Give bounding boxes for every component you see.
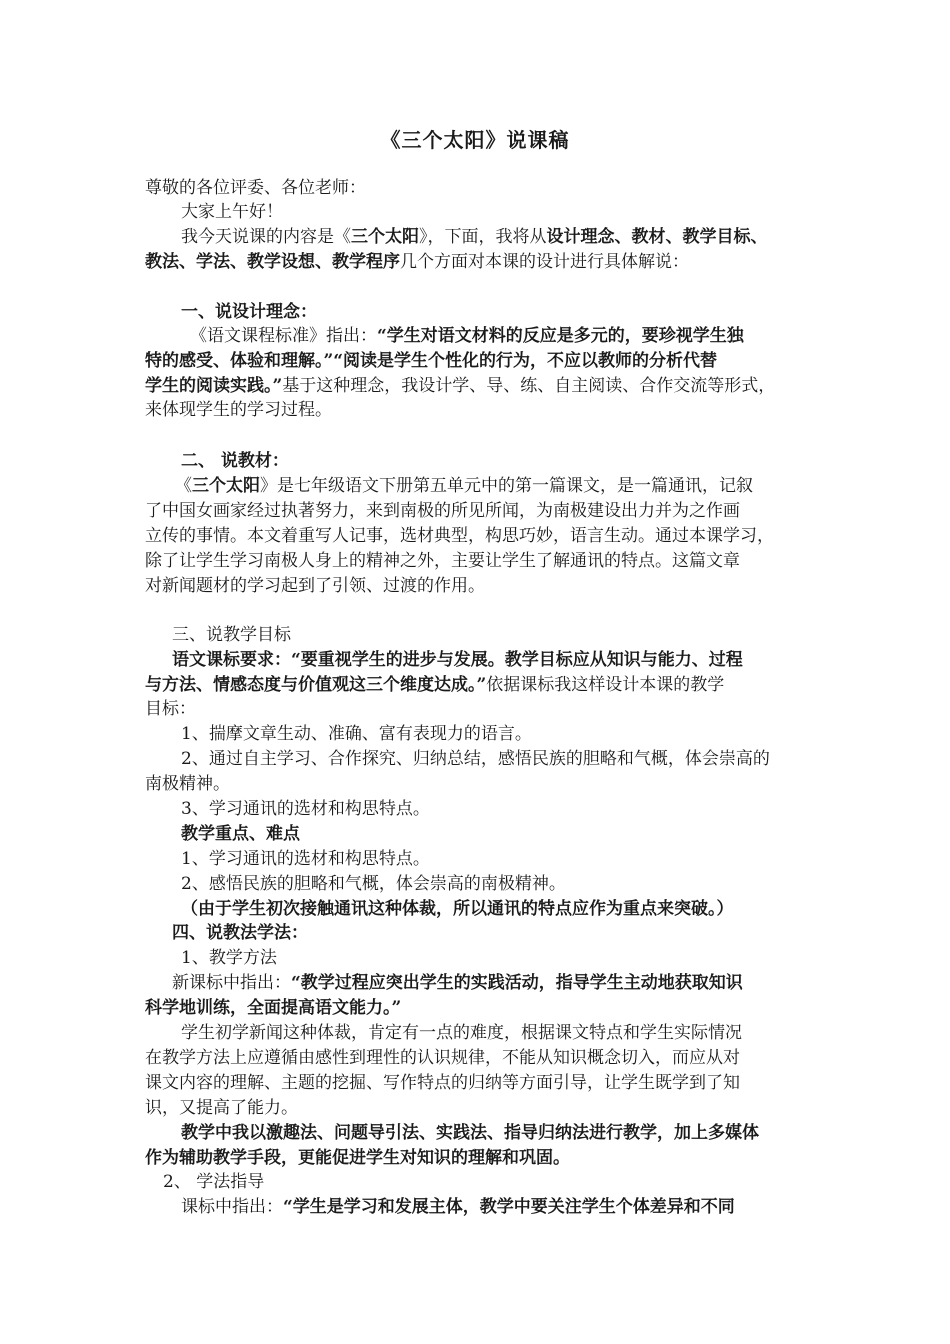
- section-3-line-1: 语文课标要求：“要重视学生的进步与发展。教学目标应从知识与能力、过程: [172, 650, 743, 670]
- section-1-line-1: [190, 324, 744, 348]
- section-2-text: 》是七年级语文下册第五单元中的第一篇课文，是一篇通讯，记叙: [260, 476, 753, 496]
- method-para-line-1: 学生初学新闻这种体裁，肯定有一点的难度，根据课文特点和学生实际情况: [181, 1023, 742, 1043]
- key-points-heading: 教学重点、难点: [181, 824, 300, 844]
- learning-method-line-1: [181, 1195, 735, 1219]
- section-1-text: 基于这种理念，我设计学、导、练、自主阅读、合作交流等形式，: [282, 376, 776, 396]
- method-quote: “教学过程应突出学生的实践活动，指导学生主动地获取知识: [291, 973, 743, 993]
- intro-text: 我今天说课的内容是《: [181, 227, 351, 247]
- section-2-line-2: 了中国女画家经过执著努力，来到南极的所见所闻，为南极建设出力并为之作画: [145, 501, 740, 521]
- intro-emphasis: 设计理念、教材、教学目标、: [546, 227, 768, 247]
- section-1-quote: “学生对语文材料的反应是多元的，要珍视学生独: [377, 326, 744, 346]
- lesson-name: 三个太阳: [192, 476, 260, 496]
- intro-text: 几个方面对本课的设计进行具体解说：: [400, 252, 689, 272]
- section-3-quote: 与方法、情感态度与价值观这三个维度达成。”: [145, 675, 487, 695]
- section-2-text: 《: [175, 476, 192, 496]
- section-1-line-3: [145, 374, 775, 398]
- method-line-2: 科学地训练，全面提高语文能力。”: [145, 998, 402, 1018]
- section-1-quote: 学生的阅读实践。”: [145, 376, 283, 396]
- document-title: 《三个太阳》说课稿: [380, 128, 570, 152]
- section-3-line-2: [145, 673, 724, 697]
- hello-line: 大家上午好！: [181, 202, 283, 222]
- intro-text: 》，下面，我将从: [419, 227, 547, 247]
- teaching-method-heading: 1、教学方法: [181, 948, 277, 968]
- section-1-line-4: 来体现学生的学习过程。: [145, 400, 332, 420]
- greeting: 尊敬的各位评委、各位老师：: [145, 178, 366, 198]
- section-2-line-3: 立传的事情。本文着重写人记事，选材典型，构思巧妙，语言生动。通过本课学习，: [145, 526, 774, 546]
- section-3-text: 依据课标我这样设计本课的教学: [486, 675, 725, 695]
- learning-method-heading: 2、 学法指导: [163, 1172, 265, 1192]
- section-3-line-3: 目标：: [145, 699, 196, 719]
- learning-quote: “学生是学习和发展主体，教学中要关注学生个体差异和不同: [283, 1197, 735, 1217]
- goal-2: 2、通过自主学习、合作探究、归纳总结，感悟民族的胆略和气概，体会崇高的: [181, 749, 770, 769]
- intro-line-2: [145, 250, 689, 274]
- method-para-line-4: 识，又提高了能力。: [145, 1098, 298, 1118]
- section-1-line-2: 特的感受、体验和理解。”“阅读是学生个性化的行为，不应以教师的分析代替: [145, 351, 718, 371]
- section-2-heading: 二、 说教材：: [181, 451, 289, 471]
- section-3-heading: 三、说教学目标: [172, 625, 291, 645]
- lesson-name: 三个太阳: [351, 227, 419, 247]
- learning-text: 课标中指出：: [181, 1197, 283, 1217]
- method-line-1: [172, 971, 743, 995]
- section-2-line-5: 对新闻题材的学习起到了引领、过渡的作用。: [145, 576, 485, 596]
- key-point-1: 1、学习通讯的选材和构思特点。: [181, 849, 430, 869]
- section-4-heading: 四、说教法学法：: [172, 923, 308, 943]
- goal-1: 1、揣摩文章生动、准确、富有表现力的语言。: [181, 724, 532, 744]
- method-para-line-3: 课文内容的理解、主题的挖掘、写作特点的归纳等方面引导，让学生既学到了知: [145, 1073, 740, 1093]
- section-1-text: 《语文课程标准》指出：: [190, 326, 377, 346]
- method-bold-line-2: 作为辅助教学手段，更能促进学生对知识的理解和巩固。: [145, 1148, 570, 1168]
- section-2-line-4: 除了让学生学习南极人身上的精神之外，主要让学生了解通讯的特点。这篇文章: [145, 551, 740, 571]
- intro-emphasis: 教法、学法、教学设想、教学程序: [145, 252, 400, 272]
- method-para-line-2: 在教学方法上应遵循由感性到理性的认识规律，不能从知识概念切入，而应从对: [145, 1048, 740, 1068]
- section-1-heading: 一、说设计理念：: [181, 302, 317, 322]
- goal-3: 3、学习通讯的选材和构思特点。: [181, 799, 430, 819]
- method-text: 新课标中指出：: [172, 973, 291, 993]
- key-point-note: （由于学生初次接触通讯这种体裁，所以通讯的特点应作为重点来突破。）: [181, 899, 734, 919]
- method-bold-line-1: 教学中我以激趣法、问题导引法、实践法、指导归纳法进行教学，加上多媒体: [181, 1123, 759, 1143]
- goal-2-continued: 南极精神。: [145, 774, 230, 794]
- intro-line-1: [181, 225, 768, 249]
- section-2-line-1: [175, 474, 753, 498]
- key-point-2: 2、感悟民族的胆略和气概，体会崇高的南极精神。: [181, 874, 566, 894]
